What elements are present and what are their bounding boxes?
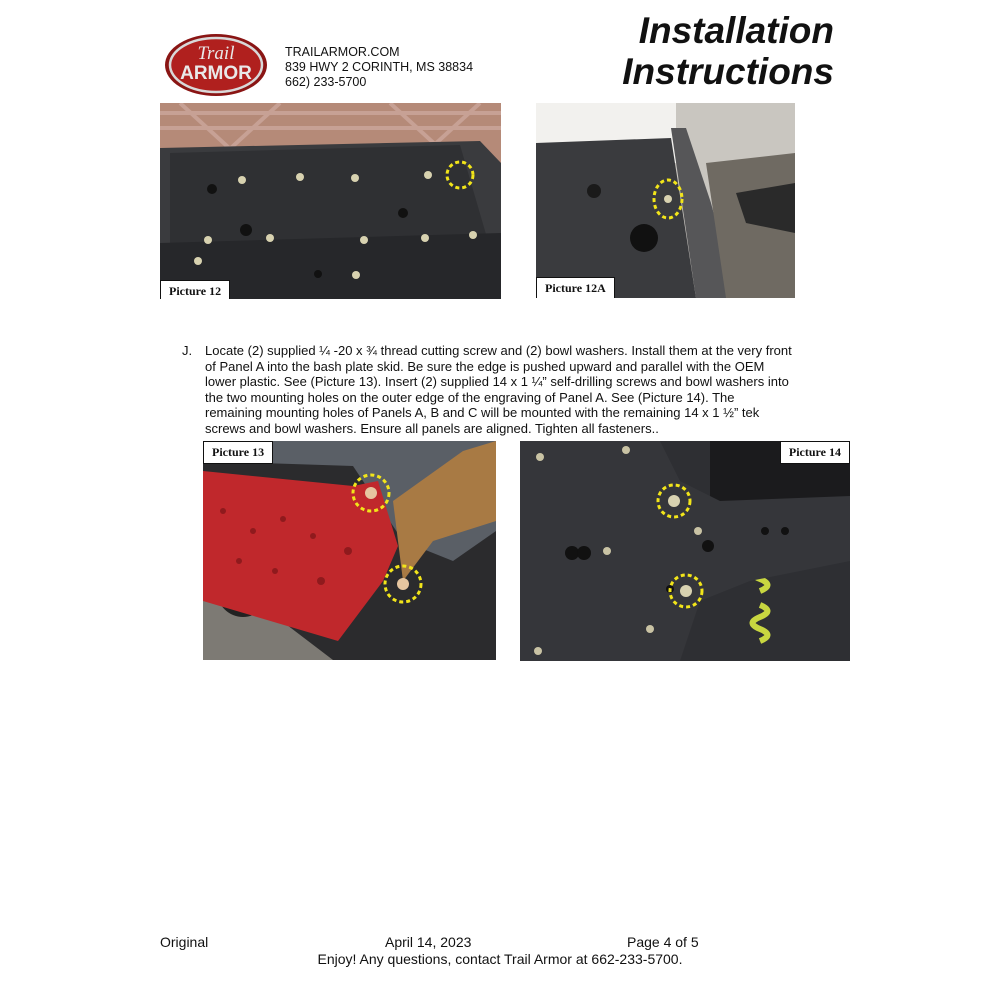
step-line: lower plastic. See (Picture 13). Insert (2) supplied 14 x 1 ¼” self-drilling screws and bowl washers into	[205, 374, 789, 390]
photo-picture-12	[160, 103, 501, 299]
photo-picture-12a	[536, 103, 795, 298]
photo-picture-14	[520, 441, 850, 661]
company-contact	[285, 45, 473, 90]
page-title	[622, 10, 834, 92]
caption-picture-12: Picture 12	[160, 280, 230, 299]
caption-picture-13: Picture 13	[203, 441, 273, 464]
logo-line1: Trail	[197, 43, 235, 64]
logo-line2: ARMOR	[180, 63, 252, 84]
step-line: the two mounting holes on the outer edge of the engraving of Panel A. See (Picture 14). The	[205, 389, 735, 405]
footer-contact: Enjoy! Any questions, contact Trail Armor at 662-233-5700.	[317, 951, 683, 967]
step-body	[205, 343, 845, 437]
title-line-2: Instructions	[622, 51, 834, 92]
step-line: Locate (2) supplied ¼ -20 x ¾ thread cutting screw and (2) bowl washers. Install them at the very front	[205, 343, 792, 358]
company-website: TRAILARMOR.COM	[285, 45, 400, 59]
trail-armor-logo	[163, 32, 269, 98]
step-letter: J.	[182, 343, 193, 358]
company-address: 839 HWY 2 CORINTH, MS 38834	[285, 60, 474, 74]
step-line: screws and bowl washers. Ensure all panels are aligned. Tighten all fasteners..	[205, 420, 659, 436]
step-line: remaining mounting holes of Panels A, B and C will be mounted with the remaining 14 x 1 ½” tek	[205, 405, 760, 421]
photo-picture-13	[203, 441, 496, 660]
caption-picture-14: Picture 14	[780, 441, 850, 464]
footer-date: April 14, 2023	[385, 934, 472, 950]
footer-status: Original	[160, 934, 209, 950]
step-line: of Panel A into the bash plate skid. Be sure the edge is pushed upward and parallel with the OEM	[205, 358, 765, 374]
title-line-1: Installation	[638, 10, 834, 51]
footer-page-number: Page 4 of 5	[627, 934, 699, 950]
company-phone: 662) 233-5700	[285, 75, 367, 89]
caption-picture-12a: Picture 12A	[536, 277, 615, 298]
